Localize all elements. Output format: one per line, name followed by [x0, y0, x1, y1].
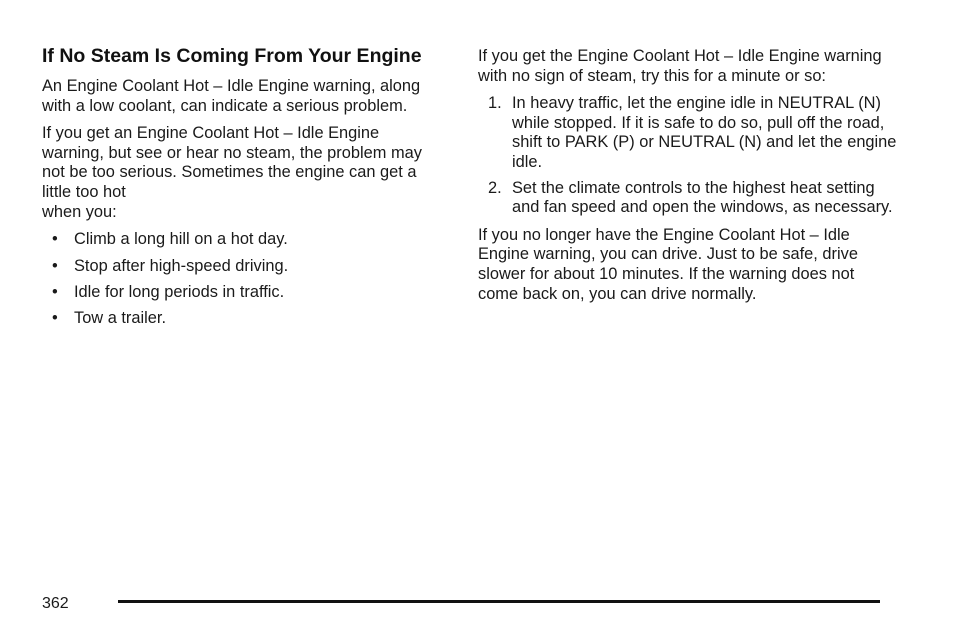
- warning-paragraph: [42, 124, 442, 222]
- step-item: [478, 94, 898, 172]
- page-number: 362: [42, 595, 69, 612]
- list-item: [42, 257, 442, 277]
- list-item: [42, 309, 442, 329]
- steps-intro: If you get the Engine Coolant Hot – Idle Engine warning with no sign of steam, try this for a minute or so:: [478, 47, 882, 85]
- bullet-icon: •: [52, 309, 58, 328]
- intro-paragraph: An Engine Coolant Hot – Idle Engine warning, along with a low coolant, can indicate a serious problem.: [42, 77, 421, 115]
- bullet-icon: •: [52, 256, 58, 275]
- step-number: 1.: [488, 94, 502, 113]
- right-column: [478, 44, 898, 312]
- bullet-icon: •: [52, 282, 58, 301]
- footer-divider: [118, 600, 880, 603]
- step-text: Set the climate controls to the highest heat setting and fan speed and open the windows, as necessary.: [512, 178, 893, 217]
- step-number: 2.: [488, 178, 502, 197]
- list-item-text: Idle for long periods in traffic.: [74, 282, 285, 301]
- left-column: [42, 44, 442, 336]
- list-item-text: Climb a long hill on a hot day.: [74, 230, 288, 249]
- condition-list: [42, 230, 442, 329]
- closing-paragraph: If you no longer have the Engine Coolant Hot – Idle Engine warning, you can drive. Just to be safe, drive slower for about 10 minutes. If the warning does not come back on, you can drive normally.: [478, 225, 858, 303]
- bullet-icon: •: [52, 230, 58, 249]
- warning-paragraph-text: If you get an Engine Coolant Hot – Idle Engine warning, but see or hear no steam, the problem may not be too serious. Sometimes the engine can get a little too hot: [42, 124, 422, 201]
- warning-paragraph-tail: when you:: [42, 202, 117, 221]
- list-item-text: Stop after high-speed driving.: [74, 256, 289, 275]
- steps-list: [478, 94, 898, 218]
- step-text: In heavy traffic, let the engine idle in NEUTRAL (N) while stopped. If it is safe to do so, pull off the road, shift to PARK (P) or NEUTRAL (N) and let the engine idle.: [512, 94, 897, 171]
- list-item: [42, 230, 442, 250]
- section-heading: If No Steam Is Coming From Your Engine: [42, 45, 422, 67]
- step-item: [478, 179, 898, 218]
- list-item: [42, 283, 442, 303]
- list-item-text: Tow a trailer.: [74, 309, 167, 328]
